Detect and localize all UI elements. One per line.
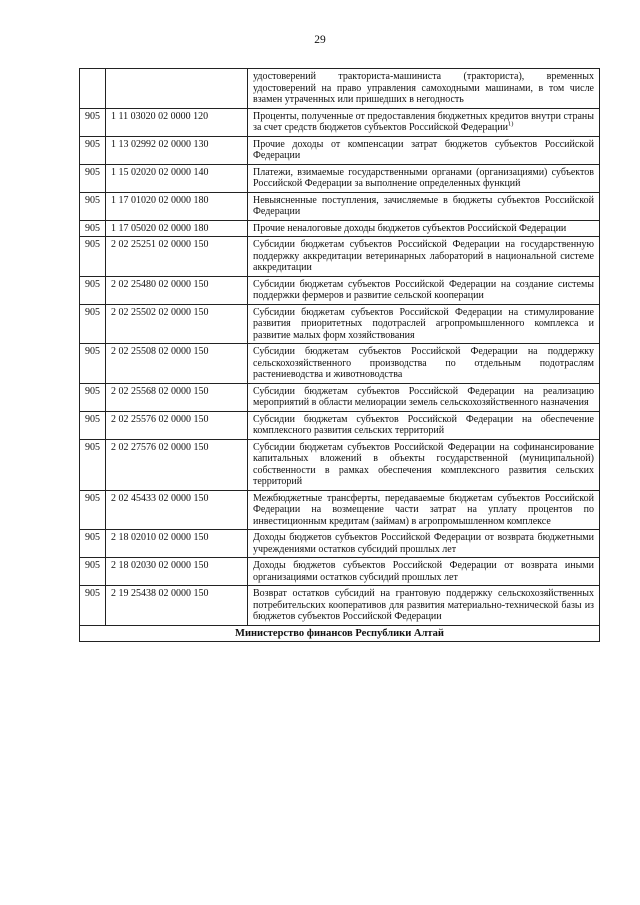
revenue-description-text: Доходы бюджетов субъектов Российской Федерации от возврата иными организациями остатков субсидий прошлых лет (253, 560, 594, 583)
revenue-description-text: Субсидии бюджетам субъектов Российской Федерации на реализацию мероприятий в области мелиорации земель сельскохозяйственного назначения (253, 385, 594, 408)
revenue-description-cell (248, 383, 600, 411)
admin-code-cell: 905 (80, 586, 106, 626)
admin-code-cell: 905 (80, 108, 106, 136)
table-row (80, 136, 600, 164)
revenue-description-text: Субсидии бюджетам субъектов Российской Федерации на создание системы поддержки фермеров и развитие сельской кооперации (253, 278, 594, 301)
revenue-codes-table (79, 68, 600, 642)
table-row (80, 383, 600, 411)
budget-classification-code-cell: 2 02 25576 02 0000 150 (106, 411, 248, 439)
revenue-description-cell (248, 558, 600, 586)
revenue-description-cell (248, 411, 600, 439)
admin-code-cell: 905 (80, 276, 106, 304)
budget-classification-code-cell: 2 18 02030 02 0000 150 (106, 558, 248, 586)
revenue-description-cell (248, 439, 600, 490)
revenue-description-cell (248, 69, 600, 109)
page-number: 29 (314, 34, 326, 46)
revenue-description-text: Субсидии бюджетам субъектов Российской Федерации на обеспечение комплексного развития сельских территорий (253, 413, 594, 436)
revenue-description-text: Субсидии бюджетам субъектов Российской Федерации на стимулирование развития приоритетных подотраслей агропромышленного комплекса и развитие малых форм хозяйствования (253, 306, 594, 341)
table-row (80, 108, 600, 136)
table-row (80, 530, 600, 558)
revenue-description-text: Прочие доходы от компенсации затрат бюджетов субъектов Российской Федерации (253, 138, 594, 161)
revenue-description-text: Возврат остатков субсидий на грантовую поддержку сельскохозяйственных потребительских кооперативов для развития материально-технической базы из бюджетов субъектов Российской Федерации (253, 588, 594, 622)
table-row (80, 411, 600, 439)
revenue-description-cell (248, 304, 600, 344)
budget-classification-code-cell: 1 11 03020 02 0000 120 (106, 108, 248, 136)
budget-classification-code-cell: 2 02 25480 02 0000 150 (106, 276, 248, 304)
revenue-description-cell (248, 586, 600, 626)
admin-code-cell: 905 (80, 439, 106, 490)
section-heading-row (80, 625, 600, 642)
admin-code-cell: 905 (80, 304, 106, 344)
revenue-description-text: Прочие неналоговые доходы бюджетов субъектов Российской Федерации (253, 222, 567, 234)
revenue-description-cell (248, 490, 600, 530)
revenue-description-cell (248, 530, 600, 558)
revenue-description-text: Невыясненные поступления, зачисляемые в бюджеты субъектов Российской Федерации (253, 194, 594, 217)
table-row (80, 164, 600, 192)
revenue-description-cell (248, 237, 600, 277)
admin-code-cell: 905 (80, 558, 106, 586)
revenue-description-text: Платежи, взимаемые государственными органами (организациями) субъектов Российской Федерации за выполнение определенных функций (253, 166, 594, 189)
table-row (80, 439, 600, 490)
table-row (80, 69, 600, 109)
table-row (80, 490, 600, 530)
admin-code-cell: 905 (80, 490, 106, 530)
revenue-description-cell (248, 344, 600, 384)
table-row (80, 220, 600, 237)
budget-classification-code-cell: 2 19 25438 02 0000 150 (106, 586, 248, 626)
budget-classification-code-cell: 2 02 25568 02 0000 150 (106, 383, 248, 411)
revenue-description-text: удостоверений тракториста-машиниста (тракториста), временных удостоверений на право управления самоходными машинами, в том числе взамен утраченных или пришедших в негодность (253, 71, 594, 105)
revenue-description-cell (248, 220, 600, 237)
admin-code-cell: 905 (80, 530, 106, 558)
revenue-description-cell (248, 136, 600, 164)
table-body (80, 69, 600, 642)
revenue-description-text: Межбюджетные трансферты, передаваемые бюджетам субъектов Российской Федерации на возмещение части затрат на уплату процентов по инвестиционным кредитам (займам) в агропромышленном комплексе (253, 492, 594, 527)
admin-code-cell: 905 (80, 192, 106, 220)
revenue-description-cell (248, 108, 600, 136)
revenue-description-text: Субсидии бюджетам субъектов Российской Федерации на государственную поддержку аккредитации ветеринарных лабораторий в национальной системе аккредитации (253, 239, 594, 273)
table-row (80, 192, 600, 220)
table-row (80, 276, 600, 304)
budget-classification-code-cell: 2 02 27576 02 0000 150 (106, 439, 248, 490)
revenue-description-text: Субсидии бюджетам субъектов Российской Федерации на софинансирование капитальных вложений в объекты государственной (муниципальной) собственности в рамках обеспечения комплексного развития сельских территорий (253, 441, 594, 487)
admin-code-cell: 905 (80, 344, 106, 384)
admin-code-cell (80, 69, 106, 109)
admin-code-cell: 905 (80, 220, 106, 237)
budget-classification-code-cell: 2 18 02010 02 0000 150 (106, 530, 248, 558)
table-row (80, 558, 600, 586)
admin-code-cell: 905 (80, 383, 106, 411)
revenue-description-text: Проценты, полученные от предоставления бюджетных кредитов внутри страны за счет средств бюджетов субъектов Российской Федерации (253, 110, 594, 133)
table-row (80, 586, 600, 626)
admin-code-cell: 905 (80, 237, 106, 277)
revenue-description-cell (248, 276, 600, 304)
budget-classification-code-cell: 1 17 01020 02 0000 180 (106, 192, 248, 220)
footnote-marker: 1) (507, 120, 514, 128)
budget-classification-code-cell: 1 17 05020 02 0000 180 (106, 220, 248, 237)
table-row (80, 237, 600, 277)
revenue-description-text: Субсидии бюджетам субъектов Российской Федерации на поддержку сельскохозяйственного производства по отдельным подотраслям растениеводства и животноводства (253, 346, 594, 380)
section-heading: Министерство финансов Республики Алтай (80, 625, 600, 642)
budget-classification-code-cell: 1 13 02992 02 0000 130 (106, 136, 248, 164)
budget-classification-code-cell: 1 15 02020 02 0000 140 (106, 164, 248, 192)
admin-code-cell: 905 (80, 164, 106, 192)
table-row (80, 304, 600, 344)
revenue-description-cell (248, 192, 600, 220)
budget-classification-code-cell: 2 02 25508 02 0000 150 (106, 344, 248, 384)
table-row (80, 344, 600, 384)
budget-classification-code-cell: 2 02 45433 02 0000 150 (106, 490, 248, 530)
admin-code-cell: 905 (80, 136, 106, 164)
budget-classification-code-cell: 2 02 25502 02 0000 150 (106, 304, 248, 344)
budget-classification-code-cell (106, 69, 248, 109)
revenue-description-text: Доходы бюджетов субъектов Российской Федерации от возврата бюджетными учреждениями остатков субсидий прошлых лет (253, 532, 594, 555)
revenue-description-cell (248, 164, 600, 192)
admin-code-cell: 905 (80, 411, 106, 439)
budget-classification-code-cell: 2 02 25251 02 0000 150 (106, 237, 248, 277)
